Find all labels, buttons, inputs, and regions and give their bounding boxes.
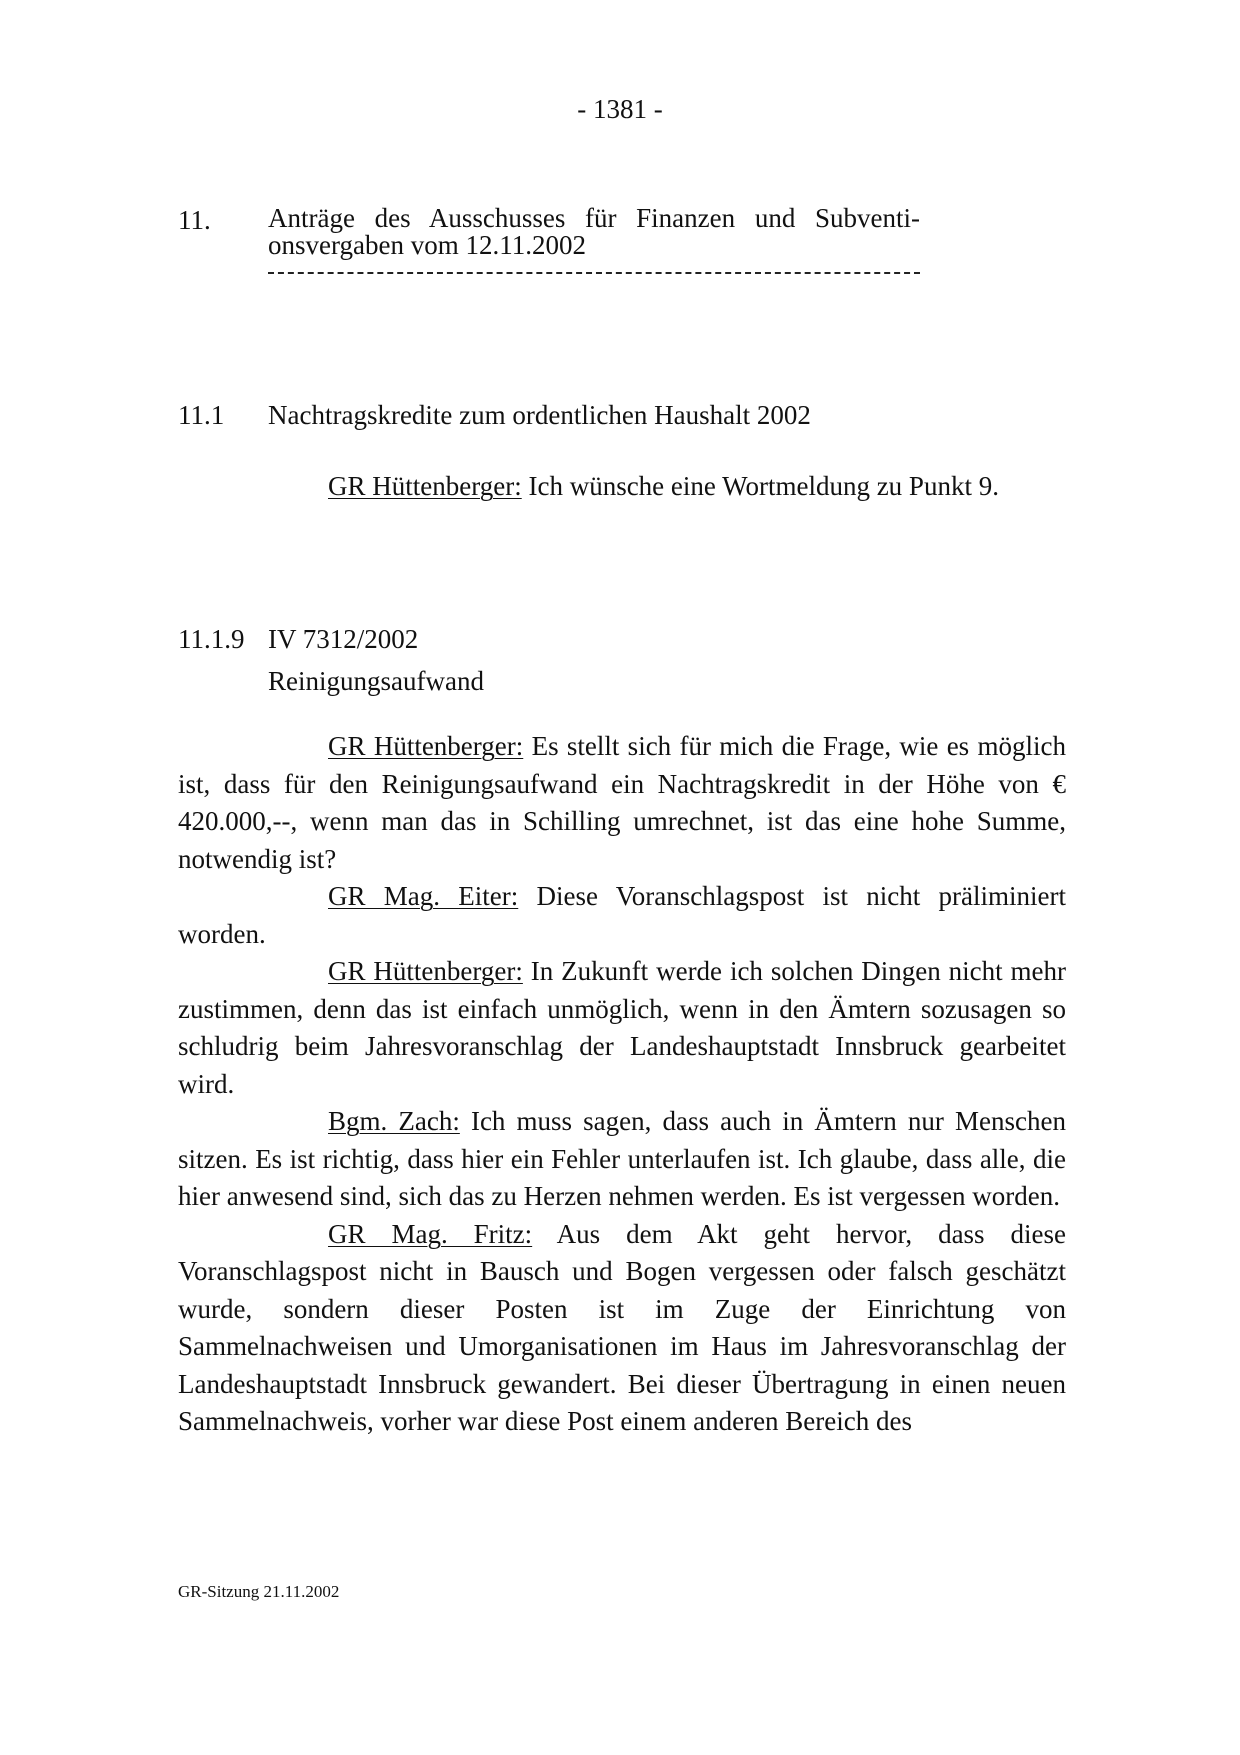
footer-session-label: GR-Sitzung 21.11.2002	[178, 1582, 340, 1601]
section-11-title: Anträge des Ausschusses für Finanzen und Subventi-	[268, 203, 920, 233]
statement-3	[178, 953, 1066, 1103]
speaker-name: GR Mag. Fritz:	[328, 1218, 533, 1249]
speaker-name: Bgm. Zach:	[328, 1106, 460, 1136]
remark-paragraph	[178, 468, 1066, 506]
statement-1	[178, 728, 1066, 878]
statement-text: Aus dem Akt geht hervor, dass diese Voranschlagspost nicht in Bausch und Bogen vergessen oder falsch geschätzt wurde, sondern dieser Posten ist im Zuge der Einrichtung von Sammelnachweisen und Umorganisationen im Haus im Jahresvoranschlag der Landeshauptstadt Innsbruck gewandert. Bei dieser Übertragung in einen neuen Sammelnachweis, vorher war diese Post einem anderen Bereich des	[178, 1218, 1066, 1436]
statement-2	[178, 878, 1066, 953]
dashed-divider	[268, 272, 920, 274]
section-11-1-title: Nachtragskredite zum ordentlichen Haushalt 2002	[268, 400, 811, 430]
section-11-1-9-title: IV 7312/2002	[268, 624, 419, 654]
section-11-1-9-number: 11.1.9	[178, 624, 245, 654]
remark-text: Ich wünsche eine Wortmeldung zu Punkt 9.	[521, 471, 999, 501]
speaker-name: GR Hüttenberger:	[328, 471, 522, 501]
statement-text: Es stellt sich für mich die Frage, wie es möglich ist, dass für den Reinigungsaufwand ein Nachtragskredit in der Höhe von € 420.000,--, wenn man das in Schilling umrechnet, ist das eine hohe Summe, notwendig ist?	[178, 731, 1066, 874]
speaker-name: GR Hüttenberger:	[328, 731, 524, 761]
section-11-title-continued: onsvergaben vom 12.11.2002	[268, 230, 586, 260]
speaker-name: GR Mag. Eiter:	[328, 881, 519, 911]
statements-block	[178, 728, 1066, 1441]
section-11-number: 11.	[178, 205, 211, 235]
statement-text: Ich muss sagen, dass auch in Ämtern nur Menschen sitzen. Es ist richtig, dass hier ein Fehler unterlaufen ist. Ich glaube, dass alle, die hier anwesend sind, sich das zu Herzen nehmen werden. Es ist vergessen worden.	[178, 1106, 1066, 1211]
statement-text: In Zukunft werde ich solchen Dingen nicht mehr zustimmen, denn das ist einfach unmöglich, wenn in den Ämtern sozusagen so schludrig beim Jahresvoranschlag der Landeshauptstadt Innsbruck gearbeitet wird.	[178, 956, 1066, 1099]
speaker-name: GR Hüttenberger:	[328, 956, 523, 986]
page-number: - 1381 -	[577, 94, 663, 124]
statement-5	[178, 1216, 1066, 1441]
statement-4	[178, 1103, 1066, 1216]
section-11-1-number: 11.1	[178, 400, 225, 430]
statement-text: Diese Voranschlagspost ist nicht präliminiert worden.	[178, 881, 1066, 949]
section-11-1-9-subtitle: Reinigungsaufwand	[268, 666, 484, 696]
